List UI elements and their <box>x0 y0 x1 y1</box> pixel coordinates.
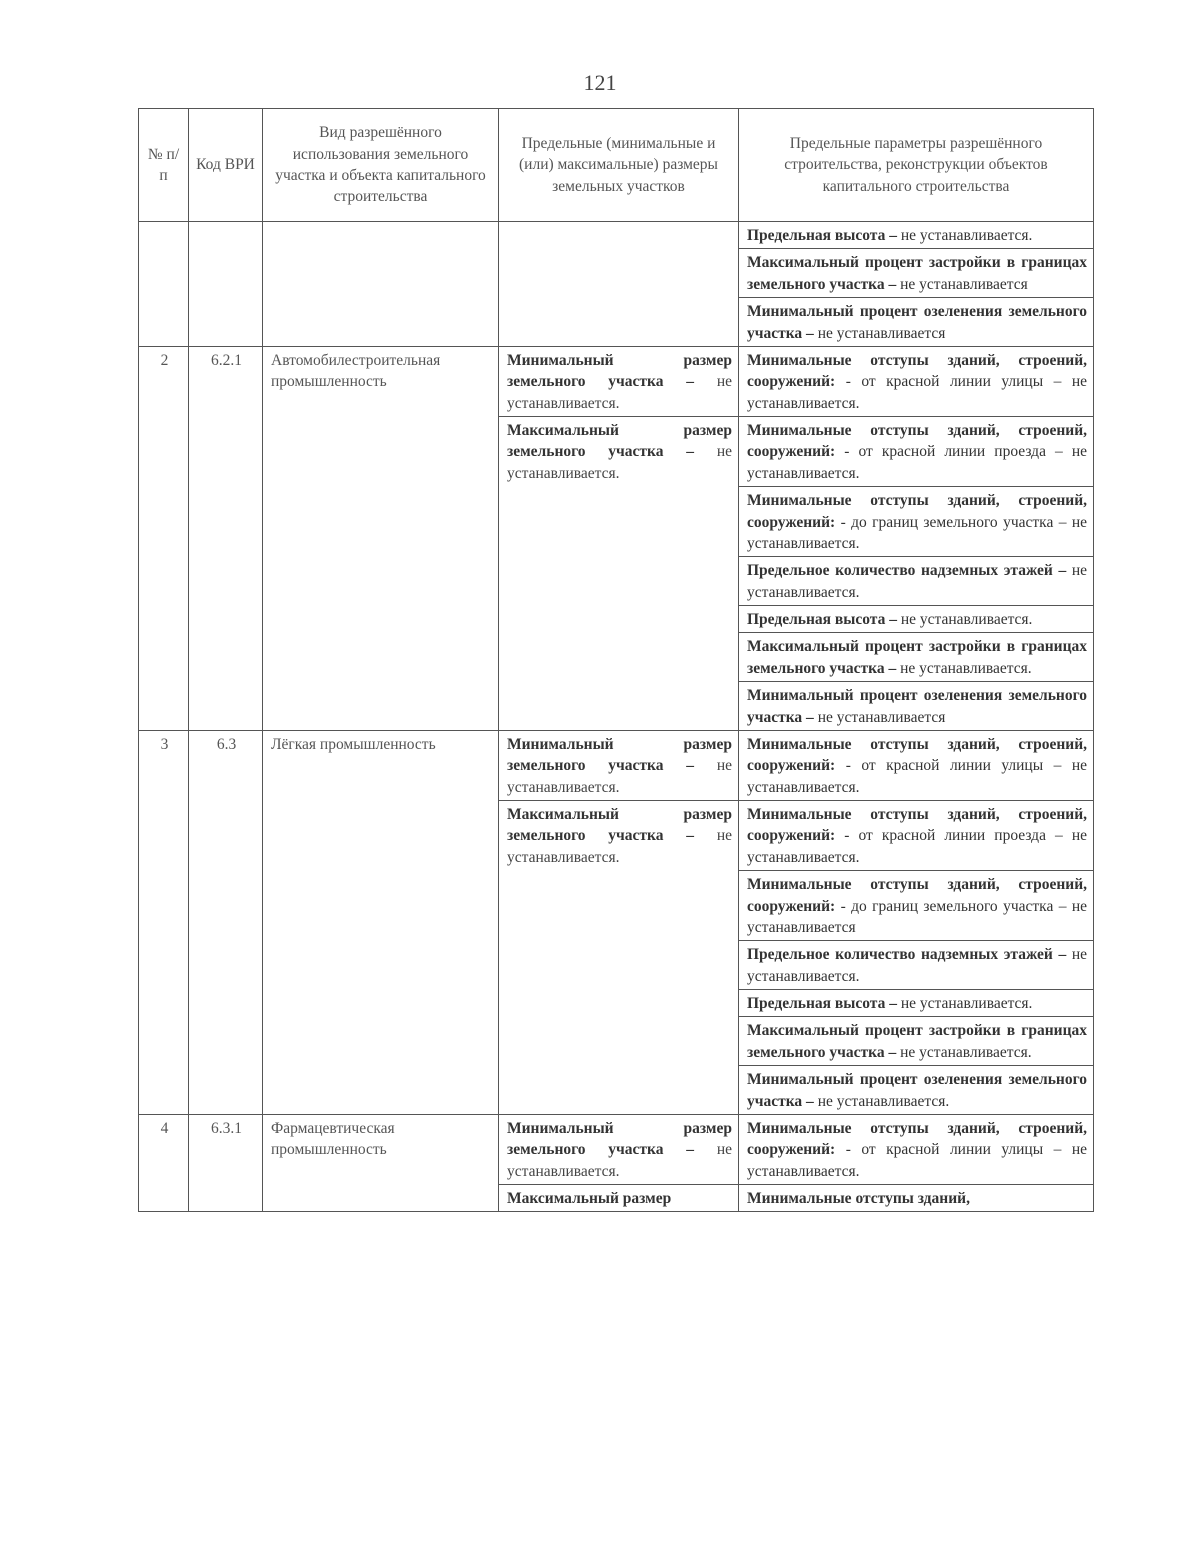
cell-param <box>739 1017 1094 1066</box>
cell-bold-text: Предельное количество надземных этажей – <box>747 562 1067 580</box>
cell-num <box>139 222 189 347</box>
cell-param <box>739 990 1094 1017</box>
cell-param <box>739 557 1094 606</box>
cell-bold-text: Предельная высота – <box>747 611 897 628</box>
cell-plain-text: не устанавливается. <box>817 1092 950 1110</box>
cell-bold-text: Минимальные отступы зданий, строений, сооружений: <box>747 351 1087 391</box>
page-number: 121 <box>583 70 617 95</box>
cell-param <box>739 346 1094 416</box>
cell-bold-text: Минимальный процент озеленения земельного участка – <box>747 687 1087 726</box>
cell-plain-text: не устанавливается <box>900 275 1028 293</box>
header-type: Вид разрешённого использования земельного участка и объекта капитального строительства <box>263 109 499 222</box>
cell-bold-text: Минимальный процент озеленения земельного участка – <box>747 1071 1087 1110</box>
cell-bold-text: Минимальный размер земельного участка – <box>507 735 732 775</box>
cell-code: 6.3.1 <box>189 1114 263 1212</box>
cell-bold-text: Предельная высота – <box>747 995 897 1012</box>
cell-plain-text: не устанавливается. <box>747 562 1088 601</box>
table-body <box>139 222 1094 1212</box>
cell-plain-text: - от красной линии улицы – не устанавливается. <box>747 1141 1087 1180</box>
cell-bold-text: Минимальные отступы зданий, строений, сооружений: <box>747 422 1087 461</box>
cell-bold-text: Минимальные отступы зданий, <box>747 1190 970 1207</box>
cell-plain-text: не устанавливается. <box>507 443 733 482</box>
cell-min-size <box>499 346 739 416</box>
cell-bold-text: Максимальный процент застройки в границах земельного участка – <box>747 254 1087 293</box>
cell-bold-text: Максимальный процент застройки в границах земельного участка – <box>747 638 1087 677</box>
cell-bold-text: Минимальный размер земельного участка – <box>507 1119 732 1159</box>
cell-plain-text: не устанавливается. <box>507 757 733 796</box>
header-sizes: Предельные (минимальные и (или) максимальные) размеры земельных участков <box>499 109 739 222</box>
cell-param <box>739 606 1094 633</box>
cell-param <box>739 1185 1094 1212</box>
cell-plain-text: - от красной линии улицы – не устанавливается. <box>747 373 1087 412</box>
cell-max-size <box>499 1185 739 1212</box>
cell-plain-text: - от красной линии проезда – не устанавливается. <box>747 827 1087 866</box>
cell-bold-text: Минимальный процент озеленения земельного участка – <box>747 303 1087 342</box>
cell-min-size <box>499 1114 739 1184</box>
cell-min-size <box>499 730 739 800</box>
table-header-row <box>139 109 1094 222</box>
header-code: Код ВРИ <box>189 109 263 222</box>
table-row <box>139 1114 1094 1184</box>
cell-param <box>739 1066 1094 1115</box>
cell-plain-text: не устанавливается. <box>900 611 1033 628</box>
cell-plain-text: - до границ земельного участка – не устанавливается. <box>747 513 1088 552</box>
cell-plain-text: не устанавливается. <box>900 1043 1032 1061</box>
cell-num: 2 <box>139 346 189 730</box>
cell-plain-text: не устанавливается <box>817 708 946 726</box>
cell-code: 6.2.1 <box>189 346 263 730</box>
cell-bold-text: Минимальные отступы зданий, строений, сооружений: <box>747 1119 1087 1159</box>
land-use-table <box>138 108 1094 1212</box>
cell-max-size <box>499 417 739 731</box>
cell-name: Фармацевтическая промышленность <box>263 1114 499 1212</box>
cell-plain-text: не устанавливается. <box>900 659 1032 677</box>
cell-param <box>739 298 1094 347</box>
cell-num: 3 <box>139 730 189 1114</box>
cell-param <box>739 801 1094 871</box>
cell-num: 4 <box>139 1114 189 1212</box>
cell-plain-text: - от красной линии улицы – не устанавливается. <box>747 757 1087 796</box>
cell-bold-text: Минимальные отступы зданий, строений, сооружений: <box>747 492 1087 531</box>
table-row <box>139 730 1094 800</box>
cell-bold-text: Максимальный размер земельного участка – <box>507 422 732 461</box>
cell-bold-text: Минимальный размер земельного участка – <box>507 351 732 391</box>
cell-plain-text: - от красной линии проезда – не устанавливается. <box>747 443 1087 482</box>
cell-param <box>739 682 1094 731</box>
cell-bold-text: Максимальный процент застройки в границах земельного участка – <box>747 1022 1087 1061</box>
cell-plain-text: - до границ земельного участка – не устанавливается <box>747 897 1088 936</box>
cell-name: Автомобилестроительная промышленность <box>263 346 499 730</box>
cell-param <box>739 417 1094 487</box>
cell-bold-text: Минимальные отступы зданий, строений, сооружений: <box>747 735 1087 775</box>
cell-param <box>739 487 1094 557</box>
cell-param <box>739 633 1094 682</box>
cell-plain-text: не устанавливается. <box>507 1141 733 1180</box>
cell-param <box>739 249 1094 298</box>
cell-plain-text: не устанавливается <box>817 324 946 342</box>
cell-max-size <box>499 801 739 1115</box>
cell-bold-text: Минимальные отступы зданий, строений, сооружений: <box>747 876 1087 915</box>
cell-code: 6.3 <box>189 730 263 1114</box>
cell-name: Лёгкая промышленность <box>263 730 499 1114</box>
header-num: № п/п <box>139 109 189 222</box>
cell-plain-text: не устанавливается. <box>900 995 1033 1012</box>
cell-plain-text: не устанавливается. <box>507 373 733 412</box>
cell-bold-text: Максимальный размер земельного участка – <box>507 806 732 845</box>
cell-bold-text: Минимальные отступы зданий, строений, сооружений: <box>747 806 1087 845</box>
cell-param <box>739 941 1094 990</box>
table-row <box>139 346 1094 416</box>
cell-code <box>189 222 263 347</box>
cell-bold-text: Максимальный размер <box>507 1190 672 1207</box>
cell-param <box>739 730 1094 800</box>
cell-plain-text: не устанавливается. <box>507 827 733 866</box>
cell-param <box>739 222 1094 249</box>
cell-size <box>499 222 739 347</box>
cell-bold-text: Предельное количество надземных этажей – <box>747 946 1067 964</box>
cell-plain-text: не устанавливается. <box>900 227 1033 244</box>
cell-param <box>739 1114 1094 1184</box>
cell-param <box>739 871 1094 941</box>
table-row <box>139 222 1094 249</box>
cell-plain-text: не устанавливается. <box>747 946 1088 985</box>
cell-name <box>263 222 499 347</box>
header-params: Предельные параметры разрешённого строительства, реконструкции объектов капитального строительства <box>739 109 1094 222</box>
cell-bold-text: Предельная высота – <box>747 227 897 244</box>
